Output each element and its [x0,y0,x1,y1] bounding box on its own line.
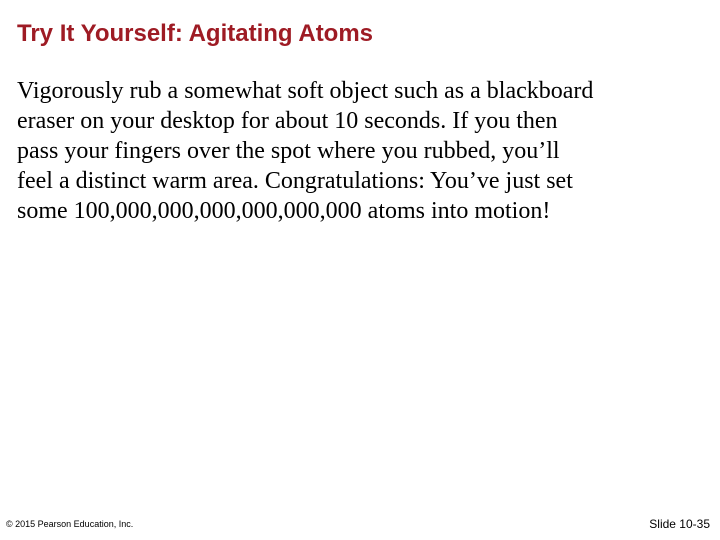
body-line: pass your fingers over the spot where you rubbed, you’ll [17,138,560,164]
slide-title: Try It Yourself: Agitating Atoms [17,20,374,47]
body-line: feel a distinct warm area. Congratulations: You’ve just set [17,168,573,194]
copyright-notice: © 2015 Pearson Education, Inc. [6,519,134,529]
slide-number: Slide 10-35 [649,517,710,531]
body-line: eraser on your desktop for about 10 seconds. If you then [17,108,558,134]
body-line: some 100,000,000,000,000,000,000 atoms into motion! [17,198,551,224]
body-line: Vigorously rub a somewhat soft object such as a blackboard [17,78,594,104]
body-paragraph [17,76,707,226]
